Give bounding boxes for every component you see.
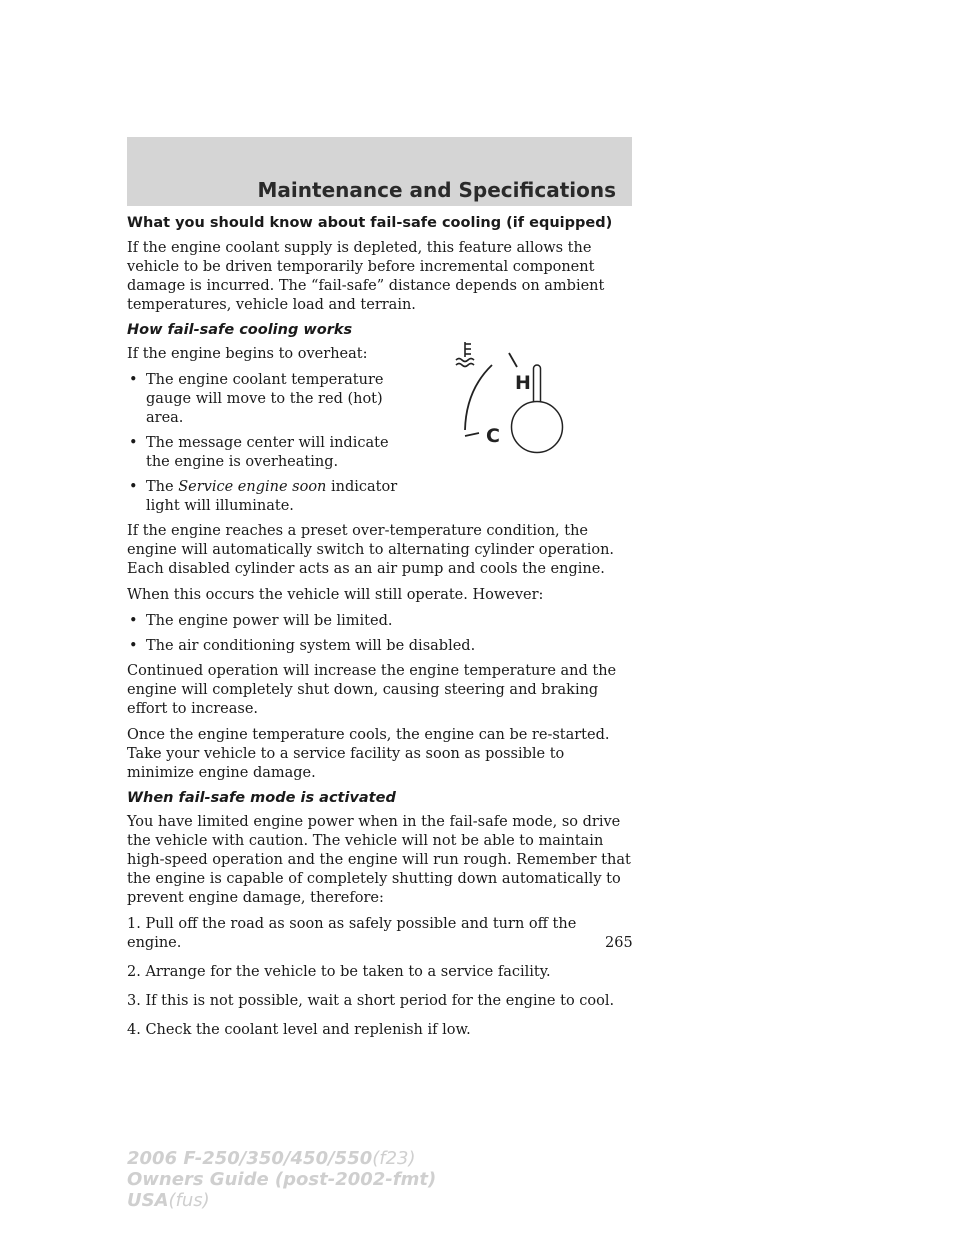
continued-operation-paragraph: Continued operation will increase the engine temperature and the engine will completely shut down, causing steering and braking effort to increase. xyxy=(127,663,617,717)
list-item: • The Service engine soon indicator light will illuminate. xyxy=(129,479,398,514)
footer-line-guide: Owners Guide (post-2002-fmt) xyxy=(127,1169,437,1190)
cold-tick xyxy=(465,433,479,436)
fail-safe-heading: What you should know about fail-safe cooling (if equipped) xyxy=(127,215,613,231)
bullet-icon: • xyxy=(129,479,138,495)
list-item: • The engine power will be limited. xyxy=(129,613,393,629)
hot-label: H xyxy=(515,372,531,394)
footer-line-model: 2006 F-250/350/450/550(f23) xyxy=(127,1148,416,1169)
how-it-works-heading: How fail-safe cooling works xyxy=(127,322,353,338)
bullet-icon: • xyxy=(129,372,138,388)
list-item: 4. Check the coolant level and replenish if low. xyxy=(127,1022,471,1038)
page-number: 265 xyxy=(605,935,633,951)
over-temperature-paragraph: If the engine reaches a preset over-temperature condition, the engine will automatically switch to alternating cylinder operation. Each disabled cylinder acts as an air pump and cools the engine. xyxy=(127,523,615,577)
thermometer-bulb xyxy=(512,402,563,453)
list-item: • The air conditioning system will be disabled. xyxy=(129,638,476,654)
intro-paragraph: If the engine coolant supply is depleted, this feature allows the vehicle to be driven temporarily before incremental component damage is incurred. The “fail-safe” distance depends on ambient temperatures, vehicle load and terrain. xyxy=(127,240,605,313)
list-item: 1. Pull off the road as soon as safely possible and turn off the engine. xyxy=(127,916,577,951)
restart-paragraph: Once the engine temperature cools, the engine can be re-started. Take your vehicle to a service facility as soon as possible to minimize engine damage. xyxy=(127,727,610,781)
coolant-temperature-icon xyxy=(456,342,474,367)
document-footer xyxy=(127,1148,527,1211)
overheat-lead: If the engine begins to overheat: xyxy=(127,346,368,362)
still-operate-paragraph: When this occurs the vehicle will still operate. However: xyxy=(127,587,544,603)
section-title: Maintenance and Specifications xyxy=(257,178,616,202)
list-item: • The engine coolant temperature gauge will move to the red (hot) area. xyxy=(129,372,384,426)
gauge-arc xyxy=(465,365,492,430)
bullet-icon: • xyxy=(129,638,138,654)
service-engine-soon-text: Service engine soon xyxy=(178,479,327,495)
footer-line-region: USA(fus) xyxy=(127,1190,210,1211)
bullet-icon: • xyxy=(129,613,138,629)
cold-label: C xyxy=(486,425,500,447)
hot-tick xyxy=(509,353,517,367)
activated-paragraph: You have limited engine power when in the fail-safe mode, so drive the vehicle with caution. The vehicle will not be able to maintain high-speed operation and the engine will run rough. Remember that the engine is capable of completely shutting down automatically to prevent engine damage, therefore: xyxy=(127,814,631,906)
section-header-band xyxy=(127,137,632,206)
activated-heading: When fail-safe mode is activated xyxy=(127,790,396,806)
list-item: 3. If this is not possible, wait a short period for the engine to cool. xyxy=(127,993,615,1009)
bullet-icon: • xyxy=(129,435,138,451)
list-item: • The message center will indicate the engine is overheating. xyxy=(129,435,389,470)
temperature-gauge-illustration xyxy=(450,340,570,455)
list-item: 2. Arrange for the vehicle to be taken to a service facility. xyxy=(127,964,551,980)
